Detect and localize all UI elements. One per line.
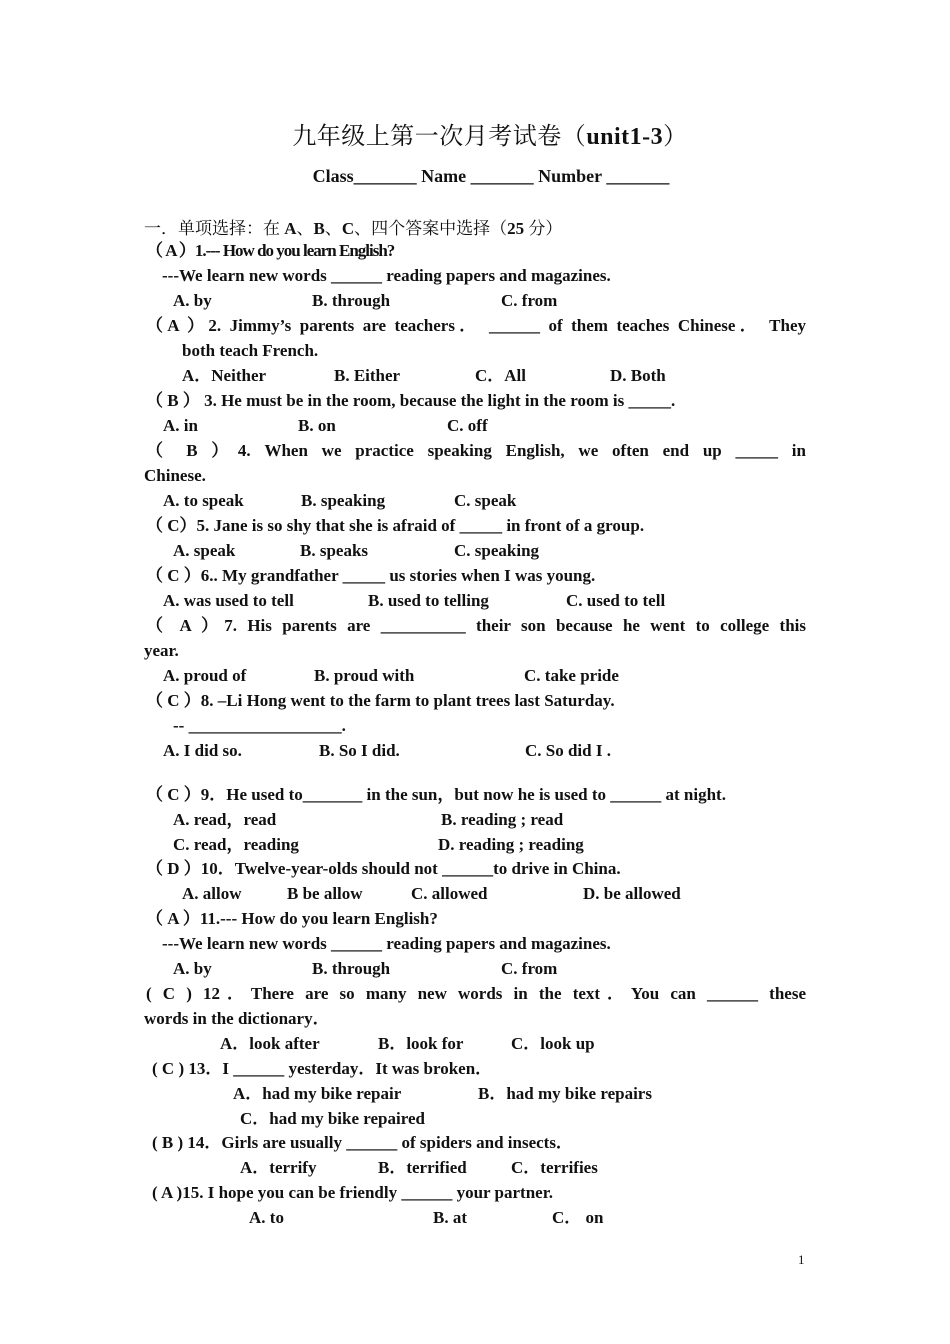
question-7-cont: year. [144,641,179,660]
q11-option-a: A. by [173,959,212,978]
q2-option-a: A．Neither [182,366,267,385]
q2-option-d: D. Both [610,366,666,385]
question-4: （ B ）4. When we practice speaking English, we often end up _____ in [146,441,806,460]
page-number: 1 [798,1252,805,1267]
q3-option-b: B. on [298,416,336,435]
question-1-text: ---We learn new words ______ reading papers and magazines. [162,266,611,285]
q2-option-b: B. Either [334,366,401,385]
q12-option-a: A．look after [220,1034,320,1053]
q4-option-c: C. speak [454,491,517,510]
question-3: （ B ） 3. He must be in the room, because the light in the room is _____. [146,391,676,410]
q6-option-a: A. was used to tell [163,591,294,610]
q12-option-b: B．look for [378,1034,464,1053]
q11-option-b: B. through [312,959,391,978]
section-heading: 一．单项选择：在 A、B、C、四个答案中选择（25 分） [144,219,563,238]
q3-option-a: A. in [163,416,198,435]
q15-option-b: B. at [433,1208,467,1227]
q6-option-b: B. used to telling [368,591,489,610]
question-7: （ A ）7. His parents are __________ their son because he went to college this [146,616,806,635]
q7-option-b: B. proud with [314,666,415,685]
page-title: 九年级上第一次月考试卷（unit1-3） [292,124,688,150]
q13-option-b: B．had my bike repairs [478,1084,652,1103]
q1-option-a: A. by [173,291,212,310]
q15-option-c: C． on [552,1208,604,1227]
question-8-response: -- __________________. [173,716,346,735]
student-info-line: Class_______ Name _______ Number _______ [312,166,670,186]
question-8: （ C ）8. –Li Hong went to the farm to plant trees last Saturday. [146,691,615,710]
q10-option-d: D. be allowed [583,884,681,903]
q8-option-c: C. So did I . [525,741,611,760]
q3-option-c: C. off [447,416,488,435]
q1-option-b: B. through [312,291,391,310]
q10-option-c: C. allowed [411,884,488,903]
q14-option-c: C．terrifies [511,1158,598,1177]
question-12-cont: words in the dictionary． [144,1009,330,1028]
q15-option-a: A. to [249,1208,284,1227]
q13-option-a: A．had my bike repair [233,1084,402,1103]
q5-option-a: A. speak [173,541,236,560]
question-5: （ C）5. Jane is so shy that she is afraid of _____ in front of a group. [146,516,645,535]
q10-option-b: B be allow [287,884,363,903]
question-2-cont: both teach French. [182,341,319,360]
q5-option-c: C. speaking [454,541,540,560]
question-11-text: ---We learn new words ______ reading papers and magazines. [162,934,611,953]
q2-option-c: C．All [475,366,526,385]
q9-option-c: C. read，reading [173,835,299,854]
q1-option-c: C. from [501,291,558,310]
question-6: （ C ）6.. My grandfather _____ us stories when I was young. [146,566,596,585]
question-11: （ A ）11.--- How do you learn English? [146,909,438,928]
q7-option-c: C. take pride [524,666,619,685]
question-2: （A ）2. Jimmy’s parents are teachers． ______ of them teaches Chinese． They [146,316,806,335]
q6-option-c: C. used to tell [566,591,666,610]
q11-option-c: C. from [501,959,558,978]
question-10: （ D ）10．Twelve-year-olds should not ______to drive in China. [146,859,621,878]
q9-option-a: A. read，read [173,810,277,829]
q5-option-b: B. speaks [300,541,369,560]
question-4-cont: Chinese. [144,466,206,485]
q7-option-a: A. proud of [163,666,247,685]
q12-option-c: C．look up [511,1034,595,1053]
question-13: ( C ) 13．I ______ yesterday．It was broken． [152,1059,493,1078]
question-9: （ C ）9．He used to_______ in the sun，but now he is used to ______ at night. [146,785,726,804]
q4-option-b: B. speaking [301,491,386,510]
question-15: ( A )15. I hope you can be friendly ______ your partner. [152,1183,553,1202]
q14-option-b: B．terrified [378,1158,467,1177]
q8-option-b: B. So I did. [319,741,400,760]
question-12: ( C ) 12．There are so many new words in the text．You can ______ these [146,984,806,1003]
q4-option-a: A. to speak [163,491,244,510]
question-14: ( B ) 14．Girls are usually ______ of spiders and insects． [152,1133,573,1152]
q13-option-c: C．had my bike repaired [240,1109,425,1128]
q8-option-a: A. I did so. [163,741,242,760]
question-1: （ A ）1.--- How do you learn English? [146,241,395,260]
q10-option-a: A. allow [182,884,242,903]
q14-option-a: A．terrify [240,1158,317,1177]
q9-option-b: B. reading ; read [441,810,564,829]
q9-option-d: D. reading ; reading [438,835,584,854]
